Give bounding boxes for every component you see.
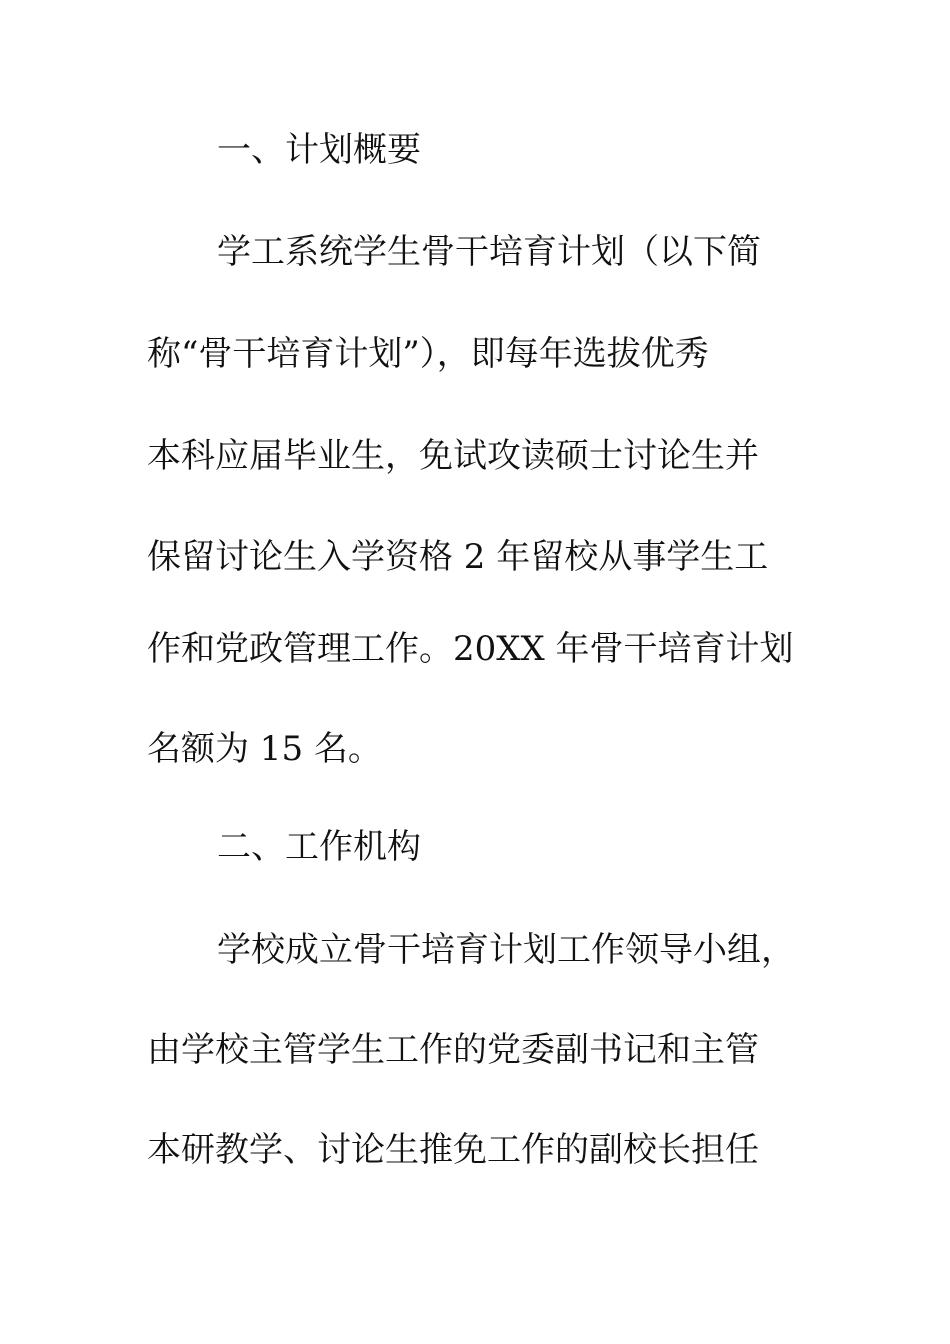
paragraph-line: 本科应届毕业生，免试攻读硕士讨论生并 [147, 436, 759, 476]
paragraph-line: 称“骨干培育计划”），即每年选拔优秀 [147, 334, 709, 374]
paragraph-line: 学工系统学生骨干培育计划（以下简 [217, 232, 761, 272]
paragraph-line: 保留讨论生入学资格 2 年留校从事学生工 [147, 537, 769, 577]
paragraph-line: 由学校主管学生工作的党委副书记和主管 [147, 1030, 759, 1070]
paragraph-line: 学校成立骨干培育计划工作领导小组， [217, 930, 795, 970]
paragraph-line: 名额为 15 名。 [147, 729, 382, 769]
section-heading-work-organization: 二、工作机构 [217, 827, 421, 867]
paragraph-line: 作和党政管理工作。20XX 年骨干培育计划 [147, 629, 794, 669]
paragraph-line: 本研教学、讨论生推免工作的副校长担任 [147, 1130, 759, 1170]
section-heading-plan-overview: 一、计划概要 [217, 130, 421, 170]
